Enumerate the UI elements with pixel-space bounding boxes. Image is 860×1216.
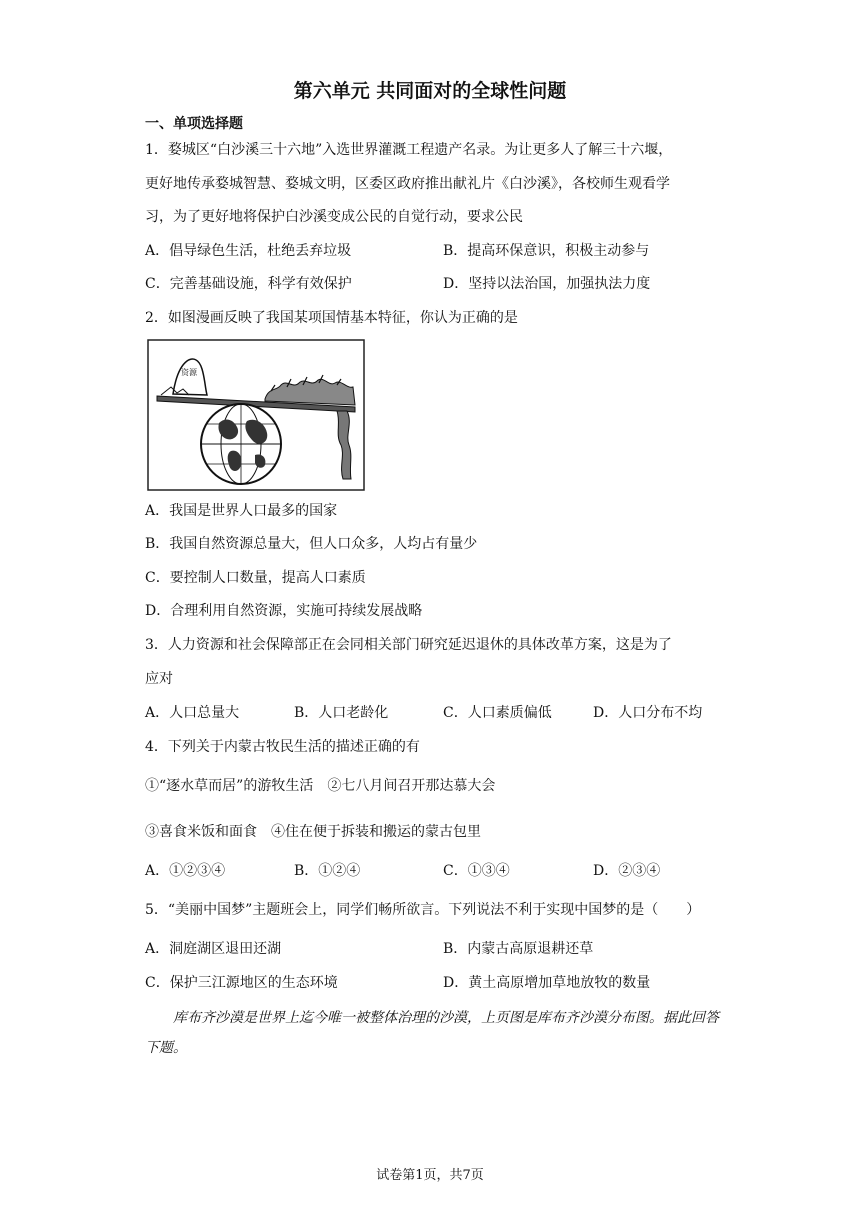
- q5-option-b: B．内蒙古高原退耕还草: [443, 941, 594, 957]
- q1-stem-line-1: 1．婺城区“白沙溪三十六地”入选世界灌溉工程遗产名录。为让更多人了解三十六堰，: [145, 142, 673, 158]
- section-heading: 一、单项选择题: [145, 116, 243, 132]
- q1-option-a: A．倡导绿色生活，杜绝丢弃垃圾: [145, 243, 352, 259]
- q2-option-b: B．我国自然资源总量大，但人口众多，人均占有量少: [145, 536, 478, 552]
- q1-stem-line-3: 习，为了更好地将保护白沙溪变成公民的自觉行动，要求公民: [145, 209, 523, 225]
- page-title: 第六单元 共同面对的全球性问题: [293, 80, 567, 102]
- q1-option-b: B．提高环保意识，积极主动参与: [443, 243, 650, 259]
- q5-option-d: D．黄土高原增加草地放牧的数量: [443, 975, 651, 991]
- q3-stem-line-1: 3．人力资源和社会保障部正在会同相关部门研究延迟退休的具体改革方案，这是为了: [145, 637, 672, 653]
- q1-option-d: D．坚持以法治国，加强执法力度: [443, 276, 651, 292]
- cartoon-label: 资源: [181, 368, 197, 377]
- q1-option-c: C．完善基础设施，科学有效保护: [145, 276, 352, 292]
- q4-option-a: A．①②③④: [145, 863, 226, 879]
- q4-option-c: C．①③④: [443, 863, 510, 879]
- q2-option-d: D．合理利用自然资源，实施可持续发展战略: [145, 603, 423, 619]
- q2-option-c: C．要控制人口数量，提高人口素质: [145, 570, 366, 586]
- q4-stem: 4．下列关于内蒙古牧民生活的描述正确的有: [145, 739, 420, 755]
- q1-stem-line-2: 更好地传承婺城智慧、婺城文明，区委区政府推出献礼片《白沙溪》，各校师生观看学: [145, 176, 670, 192]
- q3-option-a: A．人口总量大: [145, 705, 240, 721]
- q4-option-d: D．②③④: [593, 863, 661, 879]
- q4-option-b: B．①②④: [294, 863, 361, 879]
- q3-option-c: C．人口素质偏低: [443, 705, 552, 721]
- q2-stem: 2．如图漫画反映了我国某项国情基本特征，你认为正确的是: [145, 310, 518, 326]
- reading-passage: 库布齐沙漠是世界上迄今唯一被整体治理的沙漠，上页图是库布齐沙漠分布图。据此回答下题。: [145, 1010, 719, 1056]
- population-resources-cartoon: [147, 339, 365, 491]
- page-footer: 试卷第1页，共7页: [376, 1168, 484, 1183]
- q4-items-line-2: ③喜食米饭和面食 ④住在便于拆装和搬运的蒙古包里: [145, 824, 481, 840]
- q4-items-line-1: ①“逐水草而居”的游牧生活 ②七八月间召开那达慕大会: [145, 778, 496, 794]
- q3-option-d: D．人口分布不均: [593, 705, 703, 721]
- q3-stem-line-2: 应对: [145, 671, 173, 687]
- q5-option-c: C．保护三江源地区的生态环境: [145, 975, 338, 991]
- q5-stem: 5．“美丽中国梦”主题班会上，同学们畅所欲言。下列说法不利于实现中国梦的是（ ）: [145, 902, 701, 918]
- q5-option-a: A．洞庭湖区退田还湖: [145, 941, 282, 957]
- q2-option-a: A．我国是世界人口最多的国家: [145, 503, 338, 519]
- q3-option-b: B．人口老龄化: [294, 705, 389, 721]
